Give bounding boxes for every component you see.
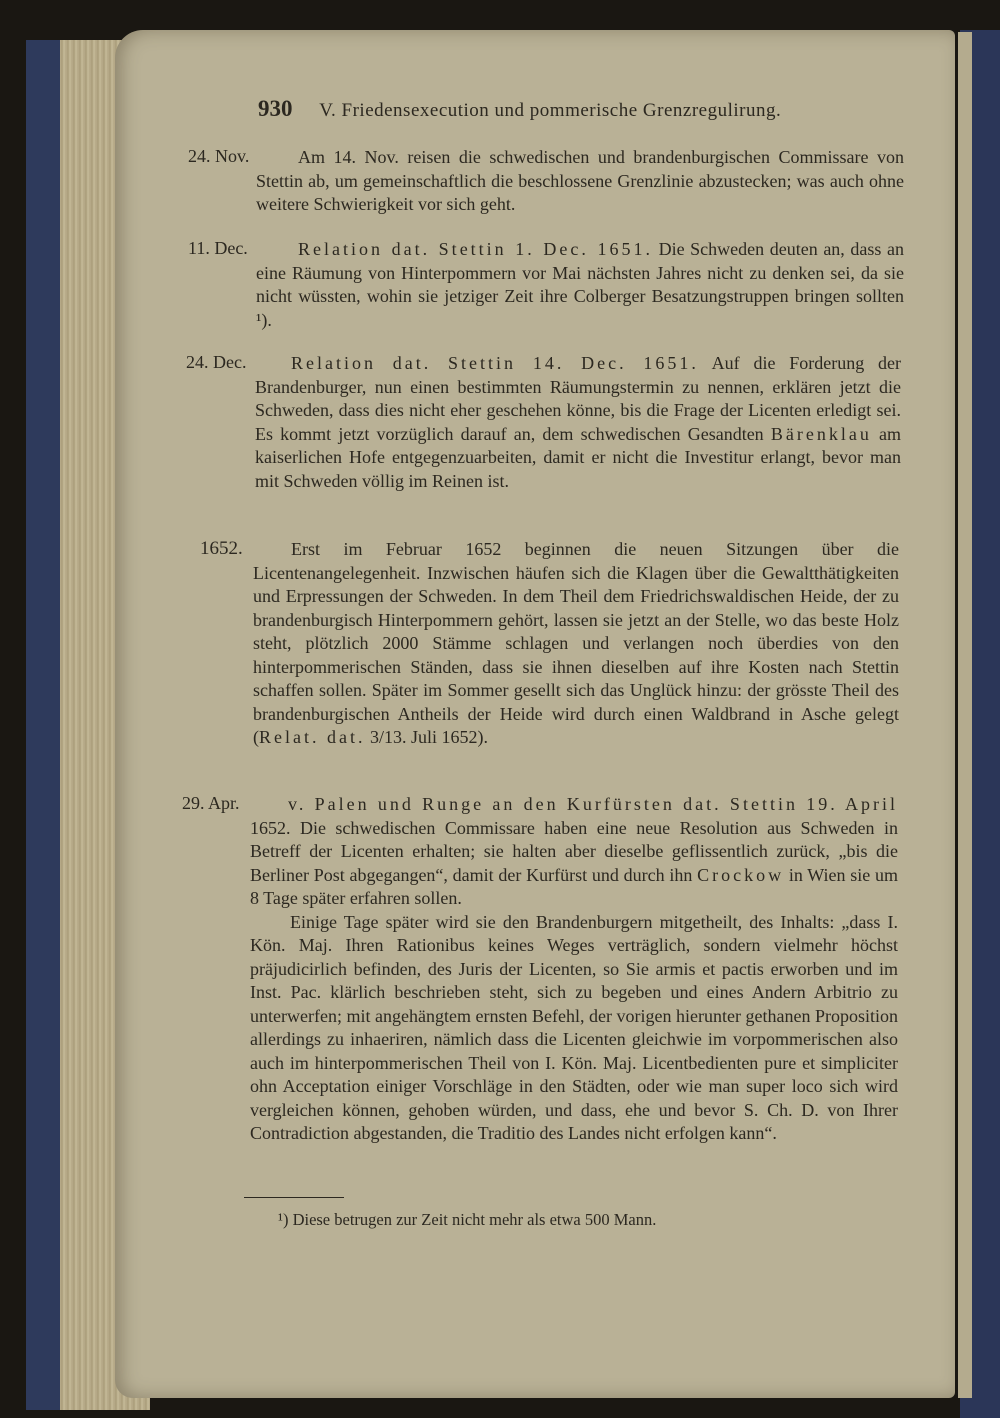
- entry-lead: Relation dat. Stettin 1. Dec. 1651.: [298, 239, 653, 259]
- footnote-rule: [244, 1197, 344, 1198]
- entry-text: Erst im Februar 1652 beginnen die neuen Sitzungen über die Licentenangelegenheit. Inzwischen häufen sich die Klagen über die Gewaltthätigkeiten und Erpressungen der Schweden. In dem Theil dem Friedrichswaldischen Heide, der zu brandenburgisch Hinterpommern gehört, lassen sie jetzt an der Stelle, wo das beste Holz steht, plötzlich 2000 Stämme schlagen und verlangen noch überdies von den hinterpommerischen Ständen, dass sie ihnen dieselben auf ihre Kosten nach Stettin schaffen sollen. Später im Sommer gesellt sich das Unglück hinzu: der grösste Theil des brandenburgischen Antheils der Heide wird durch einen Waldbrand in Asche gelegt (: [253, 539, 899, 747]
- entry-text: Am 14. Nov. reisen die schwedischen und brandenburgischen Commissare von Stettin ab, um gemeinschaftlich die beschlossene Grenzlinie abzustecken; was auch ohne weitere Schwierigkeit vor sich geht.: [256, 147, 904, 214]
- reference: Relat. dat.: [259, 727, 366, 747]
- entry-paragraph: [253, 538, 899, 750]
- next-page-edge: [958, 32, 972, 1398]
- entry-lead: Relation dat. Stettin 14. Dec. 1651.: [291, 353, 699, 373]
- entry-paragraph: [256, 146, 904, 217]
- entry-paragraph: [256, 238, 904, 332]
- entry-lead: v. Palen und Runge an den Kurfürsten dat. Stettin 19. April: [288, 794, 898, 814]
- running-header: [258, 96, 818, 122]
- quoted-resolution: Einige Tage später wird sie den Brandenburgern mitgetheilt, des Inhalts: „dass I. Kön. Maj. Ihren Rationibus keines Weges verträglich, sondern vielmehr höchst präjudicirlich befinden, des Juris der Licenten, so Sie armis et pactis erworben und im Inst. Pac. klärlich beschrieben steht, sich zu begeben und eines Andern Arbitrio zu unterwerfen; mit angehängtem ernsten Befehl, der vorigen hierunter gethanen Proposition allerdings zu inhaeriren, nämlich dass die Licenten gleichwie im vorpommerischen also auch im hinterpommerischen Theil von I. Kön. Maj. Licentbedienten pure et simpliciter ohn Acceptation einiger Vorschläge in den Städten, oder wie man super loco sich wird vergleichen können, gehoben würden, und dass, ehe und bevor S. Ch. D. von Ihrer Contradiction abgestanden, die Traditio des Landes nicht erfolgen kann“.: [250, 911, 898, 1143]
- person-name: Bärenklau: [770, 423, 872, 444]
- entry-text: 1652. Die schwedischen Commissare haben eine neue Resolution aus Schweden in Betreff der Licenten erhalten; sie halten aber dieselbe geflissentlich zurück, „bis die Berliner Post abgegangen“, damit der Kurfürst und durch ihn: [250, 817, 898, 885]
- entry-text: 3/13. Juli 1652).: [365, 727, 488, 747]
- margin-date: 29. Apr.: [182, 793, 240, 813]
- entry-text: Die Schweden deuten an, dass an eine Räumung von Hinterpommern vor Mai nächsten Jahres nicht zu denken sei, da sie nicht wüssten, wohin sie jetziger Zeit ihre Colberger Besatzungstruppen bringen sollten ¹).: [256, 239, 904, 330]
- margin-date: 11. Dec.: [188, 238, 248, 258]
- page-number: 930: [258, 96, 293, 121]
- person-name: Crockow: [697, 864, 785, 885]
- entry-text: Auf die Forderung der Brandenburger, nun einen bestimmten Räumungstermin zu nennen, erklären jetzt die Schweden, dass dies nicht eher geschehen könne, bis die Frage der Licenten erledigt sei. Es kommt jetzt vorzüglich darauf an, dem schwedischen Gesandten: [255, 353, 901, 444]
- entry-text: in Wien sie um 8 Tage später erfahren sollen.: [250, 864, 899, 908]
- entry-paragraph: [255, 352, 901, 493]
- margin-date: 24. Dec.: [186, 352, 247, 372]
- entry-text: am kaiserlichen Hofe entgegenzuarbeiten, damit er nicht die Investitur erlangt, bevor man mit Schweden völlig im Reinen ist.: [255, 423, 901, 491]
- footnote: ¹) Diese betrugen zur Zeit nicht mehr als etwa 500 Mann.: [278, 1210, 657, 1229]
- entry-paragraph: [250, 793, 898, 1146]
- margin-date: 24. Nov.: [188, 146, 250, 166]
- running-title: V. Friedensexecution und pommerische Grenzregulirung.: [319, 100, 782, 121]
- margin-date: 1652.: [200, 538, 243, 559]
